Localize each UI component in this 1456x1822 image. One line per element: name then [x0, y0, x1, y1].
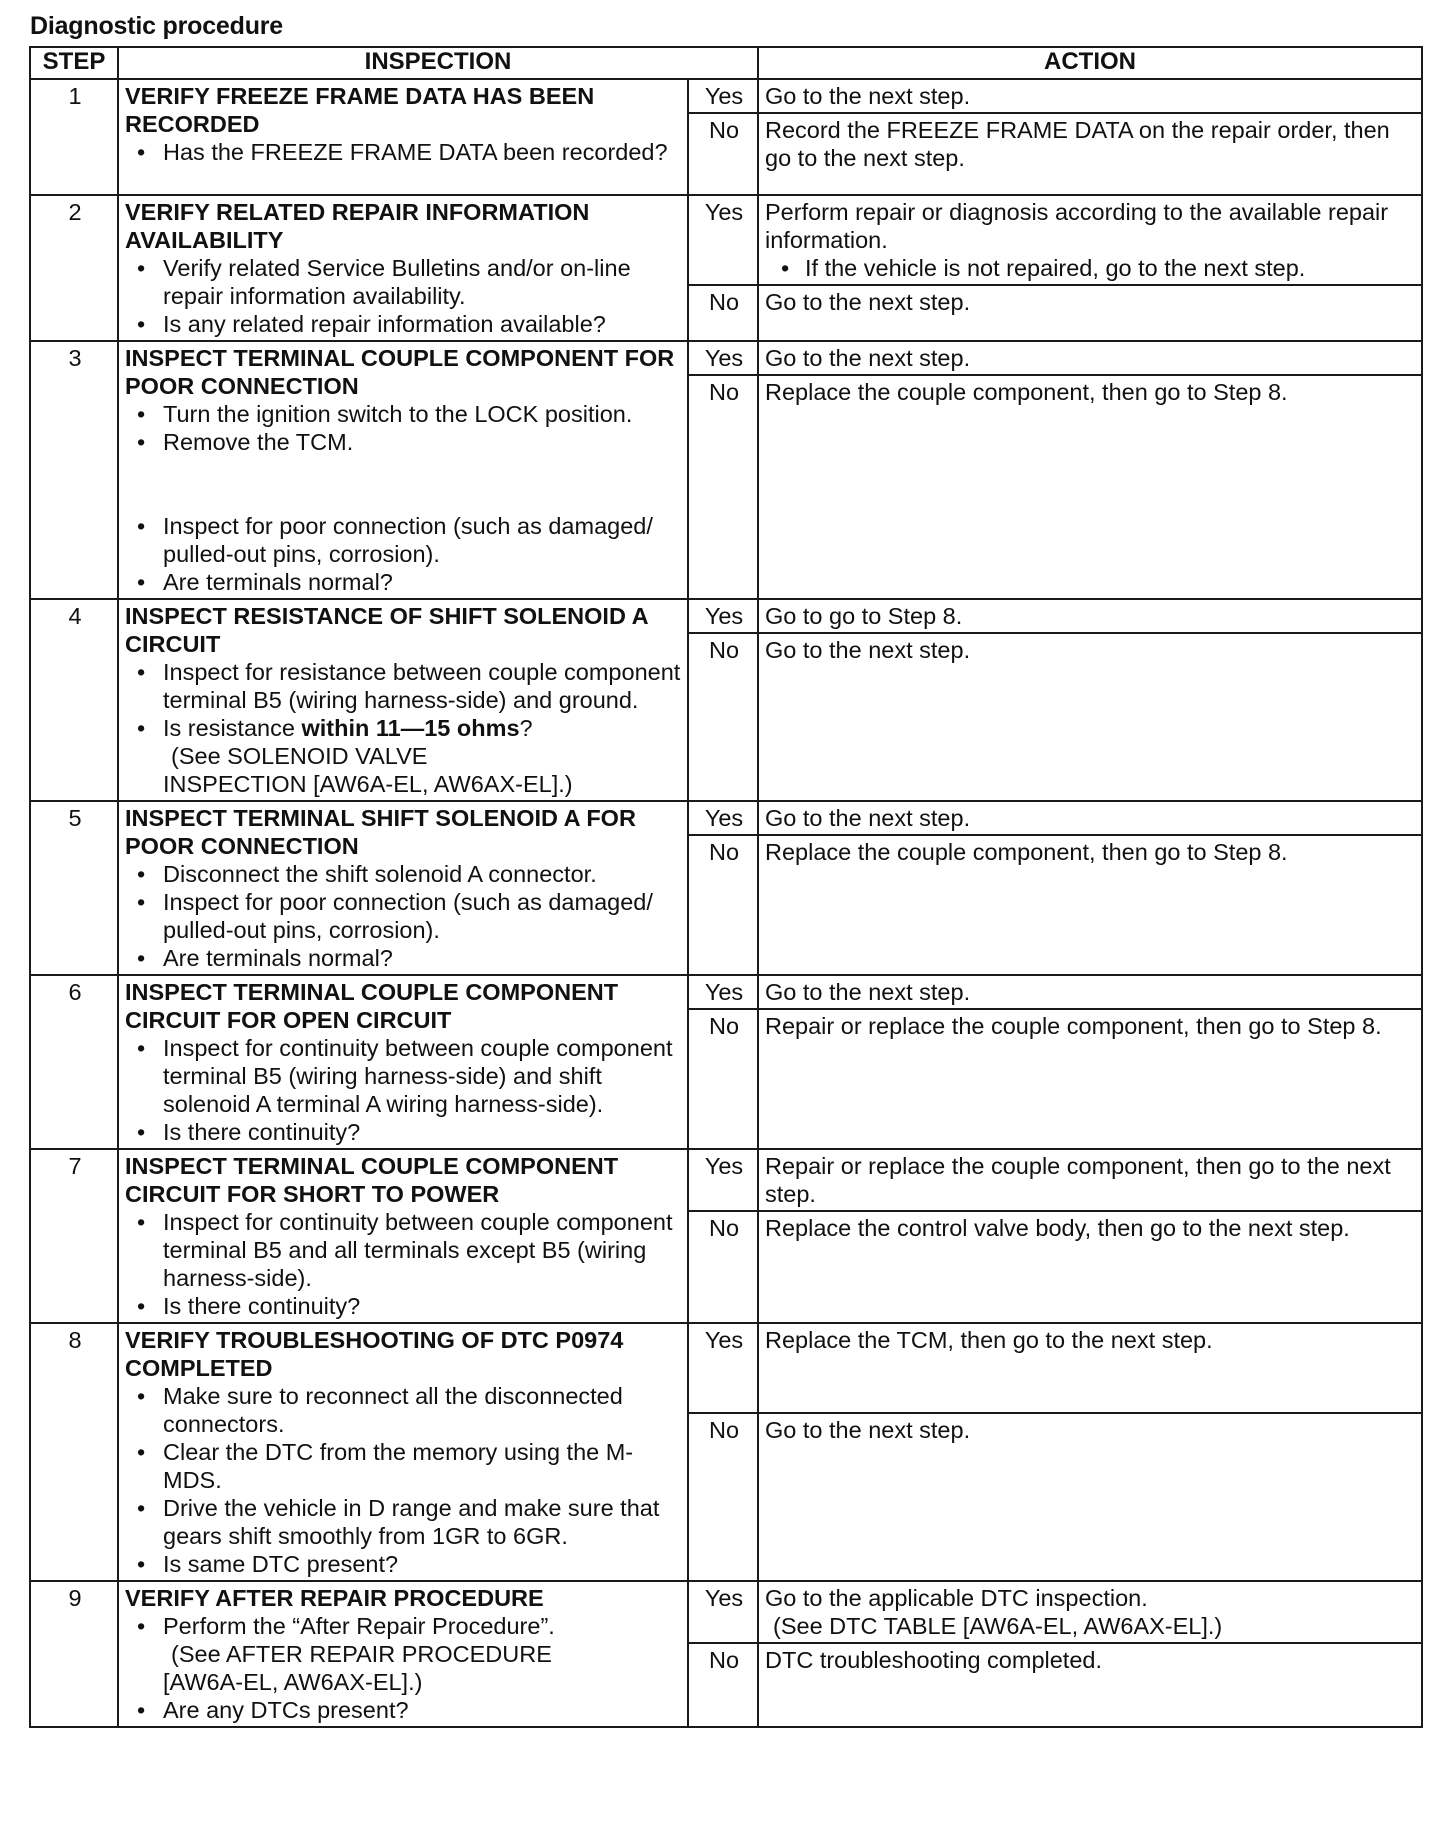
bullet-text: Perform the “After Repair Procedure”. — [163, 1613, 555, 1639]
yes-action: Go to the applicable DTC inspection. — [765, 1585, 1148, 1611]
step-6-yes-row — [30, 975, 1422, 1009]
inspection-cell — [118, 195, 688, 341]
inspection-header: INSPECTION — [118, 47, 758, 79]
inspection-heading: INSPECT TERMINAL SHIFT SOLENOID A FOR POOR CONNECTION — [125, 805, 636, 859]
table-header-row — [30, 47, 1422, 79]
step-7-yes-row — [30, 1149, 1422, 1211]
action-header: ACTION — [758, 47, 1422, 79]
step-number: 3 — [30, 341, 118, 599]
yes-action: Go to go to Step 8. — [758, 599, 1422, 633]
bullet-item: • Is any related repair information available? — [163, 310, 683, 338]
inspection-heading: VERIFY TROUBLESHOOTING OF DTC P0974 COMPLETED — [125, 1327, 624, 1381]
inspection-cell — [118, 341, 688, 599]
step-number: 9 — [30, 1581, 118, 1727]
no-label: No — [688, 633, 758, 801]
yes-label: Yes — [688, 195, 758, 285]
no-label: No — [688, 1413, 758, 1581]
yes-action: Replace the TCM, then go to the next step. — [758, 1323, 1422, 1413]
yes-label: Yes — [688, 341, 758, 375]
bullet-item: • Is there continuity? — [163, 1292, 683, 1320]
see-reference: (See AFTER REPAIR PROCEDURE — [171, 1641, 552, 1667]
bullet-item: • Inspect for poor connection (such as damaged/ pulled-out pins, corrosion). — [163, 888, 683, 944]
inspection-heading: VERIFY AFTER REPAIR PROCEDURE — [125, 1585, 544, 1611]
step-header: STEP — [30, 47, 118, 79]
step-3-yes-row — [30, 341, 1422, 375]
step-5-yes-row — [30, 801, 1422, 835]
no-action: Go to the next step. — [758, 285, 1422, 341]
bullet-item: • Inspect for continuity between couple component terminal B5 and all terminals except B5 (wiring harness-side). — [163, 1208, 683, 1292]
inspection-cell — [118, 79, 688, 195]
bullet-item: • Inspect for continuity between couple component terminal B5 (wiring harness-side) and shift solenoid A terminal A wiring harness-side). — [163, 1034, 683, 1118]
inspection-heading: INSPECT TERMINAL COUPLE COMPONENT CIRCUIT FOR SHORT TO POWER — [125, 1153, 619, 1207]
step-2-yes-row — [30, 195, 1422, 285]
no-label: No — [688, 1211, 758, 1323]
yes-action: Go to the next step. — [758, 801, 1422, 835]
no-action: Replace the control valve body, then go to the next step. — [758, 1211, 1422, 1323]
no-label: No — [688, 835, 758, 975]
action-sub-bullet: • If the vehicle is not repaired, go to the next step. — [805, 254, 1417, 282]
bullet-item: • Turn the ignition switch to the LOCK position. — [163, 400, 683, 428]
bullet-item: • Drive the vehicle in D range and make sure that gears shift smoothly from 1GR to 6GR. — [163, 1494, 683, 1550]
inspection-heading: INSPECT TERMINAL COUPLE COMPONENT CIRCUIT FOR OPEN CIRCUIT — [125, 979, 619, 1033]
no-label: No — [688, 113, 758, 195]
yes-action: Go to the next step. — [758, 975, 1422, 1009]
yes-label: Yes — [688, 1149, 758, 1211]
bullet-item: • Are terminals normal? — [163, 568, 683, 596]
step-number: 7 — [30, 1149, 118, 1323]
yes-label: Yes — [688, 1323, 758, 1413]
inspection-heading: INSPECT TERMINAL COUPLE COMPONENT FOR POOR CONNECTION — [125, 345, 675, 399]
see-reference: (See DTC TABLE [AW6A-EL, AW6AX-EL].) — [773, 1613, 1223, 1639]
see-reference-cont: [AW6A-EL, AW6AX-EL].) — [163, 1669, 423, 1695]
bullet-item: • Clear the DTC from the memory using the M-MDS. — [163, 1438, 683, 1494]
no-action: Record the FREEZE FRAME DATA on the repair order, then go to the next step. — [758, 113, 1422, 195]
bullet-item: • Is there continuity? — [163, 1118, 683, 1146]
bullet-item — [163, 714, 683, 798]
yes-action: Go to the next step. — [758, 79, 1422, 113]
no-label: No — [688, 375, 758, 599]
resistance-spec: within 11—15 ohms — [301, 715, 520, 741]
question-suffix: ? — [519, 715, 533, 741]
inspection-cell — [118, 801, 688, 975]
inspection-heading: VERIFY FREEZE FRAME DATA HAS BEEN RECORDED — [125, 83, 595, 137]
bullet-item: • Are any DTCs present? — [163, 1696, 683, 1724]
yes-action: Go to the next step. — [758, 341, 1422, 375]
step-number: 2 — [30, 195, 118, 341]
bullet-item — [163, 1612, 683, 1696]
question-prefix: Is resistance — [163, 715, 302, 741]
no-action: Replace the couple component, then go to Step 8. — [758, 375, 1422, 599]
step-number: 5 — [30, 801, 118, 975]
yes-label: Yes — [688, 79, 758, 113]
bullet-item: • Verify related Service Bulletins and/or on-line repair information availability. — [163, 254, 683, 310]
bullet-item: • Disconnect the shift solenoid A connector. — [163, 860, 683, 888]
step-number: 6 — [30, 975, 118, 1149]
no-label: No — [688, 285, 758, 341]
bullet-item: • Inspect for poor connection (such as damaged/ pulled-out pins, corrosion). — [163, 512, 683, 568]
see-reference-cont: INSPECTION [AW6A-EL, AW6AX-EL].) — [163, 771, 573, 797]
yes-label: Yes — [688, 801, 758, 835]
yes-label: Yes — [688, 975, 758, 1009]
step-number: 8 — [30, 1323, 118, 1581]
no-action: Replace the couple component, then go to Step 8. — [758, 835, 1422, 975]
yes-action: Perform repair or diagnosis according to the available repair information. — [765, 199, 1389, 253]
step-8-yes-row — [30, 1323, 1422, 1413]
bullet-item: • Has the FREEZE FRAME DATA been recorded? — [163, 138, 683, 166]
no-label: No — [688, 1643, 758, 1727]
inspection-cell — [118, 1581, 688, 1727]
diagnostic-table — [29, 46, 1423, 1728]
step-9-yes-row — [30, 1581, 1422, 1643]
step-number: 1 — [30, 79, 118, 195]
page-title: Diagnostic procedure — [30, 12, 283, 40]
inspection-heading: INSPECT RESISTANCE OF SHIFT SOLENOID A CIRCUIT — [125, 603, 648, 657]
step-1-yes-row — [30, 79, 1422, 113]
yes-label: Yes — [688, 599, 758, 633]
yes-action: Repair or replace the couple component, then go to the next step. — [758, 1149, 1422, 1211]
inspection-cell — [118, 599, 688, 801]
bullet-item: • Inspect for resistance between couple component terminal B5 (wiring harness-side) and ground. — [163, 658, 683, 714]
bullet-item: • Are terminals normal? — [163, 944, 683, 972]
no-action: Repair or replace the couple component, then go to Step 8. — [758, 1009, 1422, 1149]
inspection-cell — [118, 1323, 688, 1581]
inspection-cell — [118, 1149, 688, 1323]
no-label: No — [688, 1009, 758, 1149]
inspection-heading: VERIFY RELATED REPAIR INFORMATION AVAILABILITY — [125, 199, 590, 253]
yes-action-cell — [758, 195, 1422, 285]
step-4-yes-row — [30, 599, 1422, 633]
no-action: Go to the next step. — [758, 633, 1422, 801]
bullet-item: • Is same DTC present? — [163, 1550, 683, 1578]
yes-label: Yes — [688, 1581, 758, 1643]
no-action: Go to the next step. — [758, 1413, 1422, 1581]
step-number: 4 — [30, 599, 118, 801]
inspection-cell — [118, 975, 688, 1149]
see-reference: (See SOLENOID VALVE — [171, 743, 428, 769]
bullet-item: • Make sure to reconnect all the disconnected connectors. — [163, 1382, 683, 1438]
bullet-item: • Remove the TCM. — [163, 428, 683, 456]
yes-action-cell — [758, 1581, 1422, 1643]
no-action: DTC troubleshooting completed. — [758, 1643, 1422, 1727]
